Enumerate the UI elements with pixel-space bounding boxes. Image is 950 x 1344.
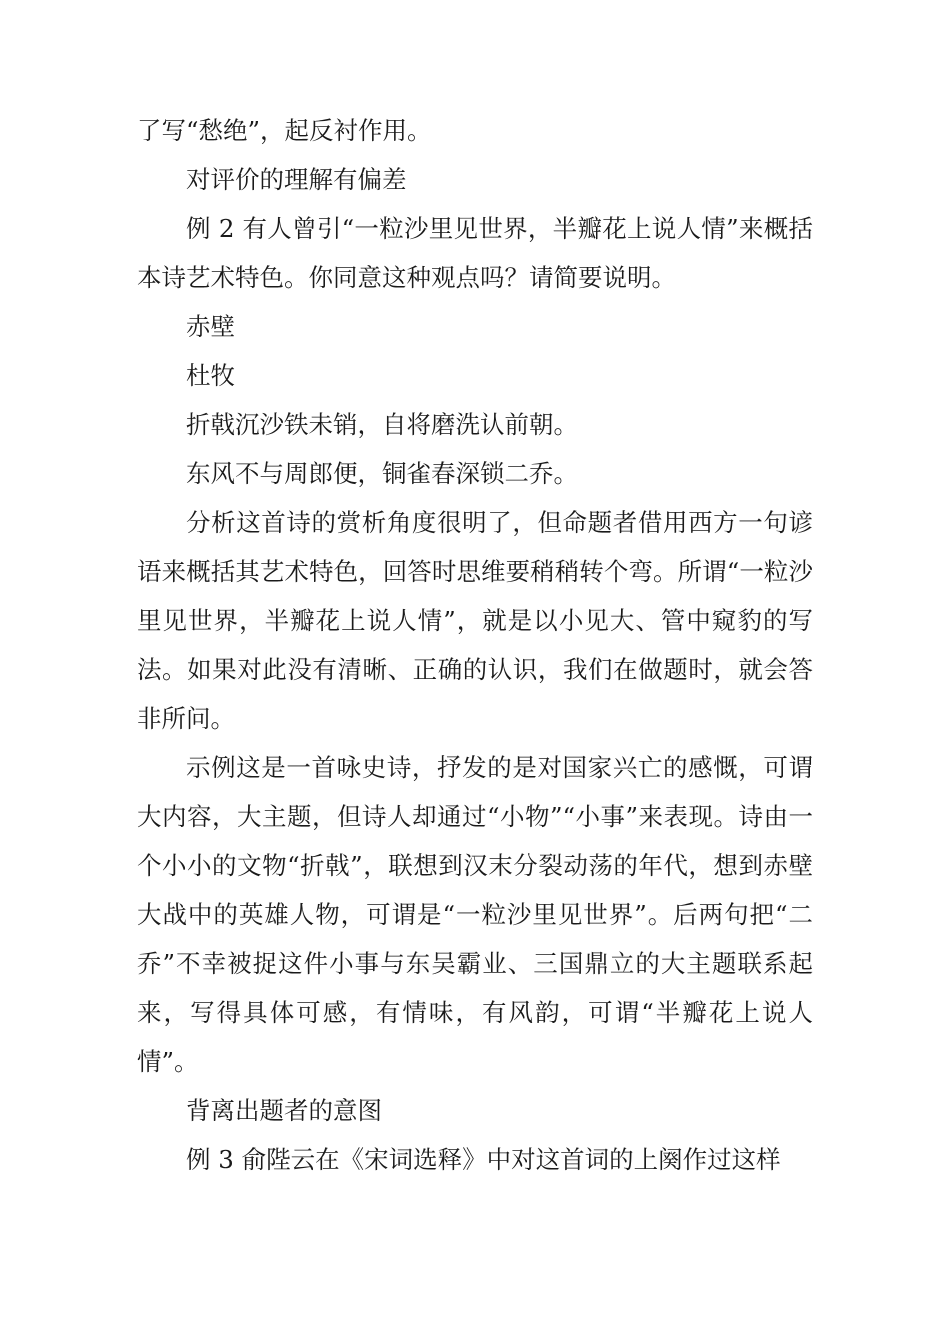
- paragraph: 例 3 俞陛云在《宋词选释》中对这首词的上阕作过这样: [186, 1145, 781, 1174]
- poem-line: 折戟沉沙铁未销，自将磨洗认前朝。: [186, 410, 578, 439]
- paragraph: 示例这是一首咏史诗，抒发的是对国家兴亡的感慨，可谓大内容，大主题，但诗人却通过“小物”“小事”来表现。诗由一个小小的文物“折戟”，联想到汉末分裂动荡的年代，想到赤壁大战中的英雄人物，可谓是“一粒沙里见世界”。后两句把“二乔”不幸被捉这件小事与东吴霸业、三国鼎立的大主题联系起来，写得具体可感，有情味，有风韵，可谓“半瓣花上说人情”。: [137, 753, 813, 1076]
- section-heading: 背离出题者的意图: [186, 1096, 382, 1125]
- document-body: [137, 106, 813, 1184]
- paragraph: 分析这首诗的赏析角度很明了，但命题者借用西方一句谚语来概括其艺术特色，回答时思维要稍稍转个弯。所谓“一粒沙里见世界，半瓣花上说人情”，就是以小见大、管中窥豹的写法。如果对此没有清晰、正确的认识，我们在做题时，就会答非所问。: [137, 508, 813, 733]
- poem-line: 东风不与周郎便，铜雀春深锁二乔。: [186, 459, 578, 488]
- paragraph: 例 2 有人曾引“一粒沙里见世界，半瓣花上说人情”来概括本诗艺术特色。你同意这种观点吗？请简要说明。: [137, 214, 813, 292]
- poem-title: 赤壁: [186, 312, 235, 341]
- poem-author: 杜牧: [186, 361, 235, 390]
- section-heading: 对评价的理解有偏差: [186, 165, 407, 194]
- paragraph: 了写“愁绝”，起反衬作用。: [137, 116, 432, 145]
